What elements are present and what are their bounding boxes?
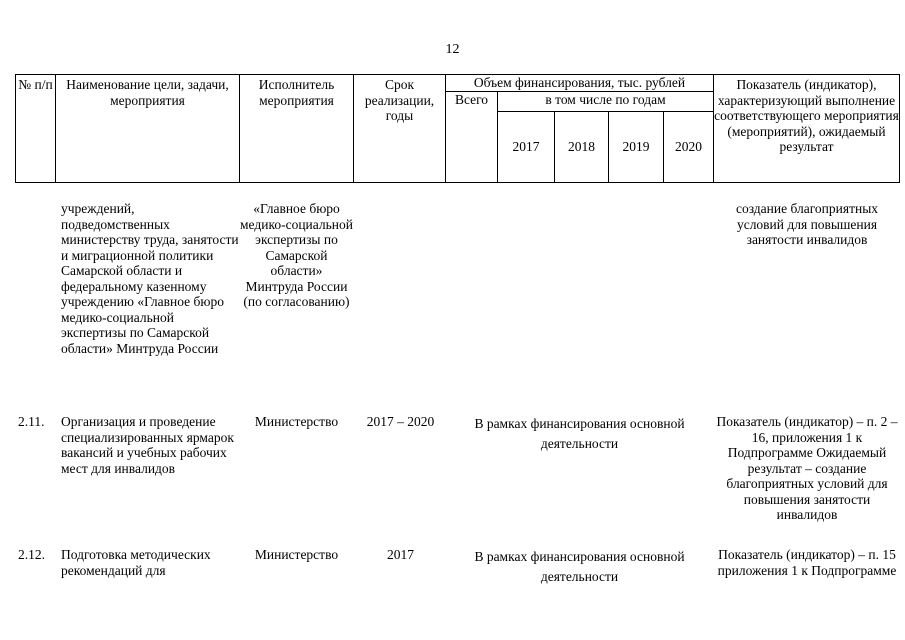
row-name: Организация и проведение специализированных ярмарок вакансий и учебных рабочих мест для инвалидов <box>61 414 234 476</box>
header-year: 2017 <box>498 111 555 182</box>
row-executor: Министерство <box>254 414 339 429</box>
row-financing: В рамках финансирования основной деятельности <box>474 549 685 584</box>
row-indicator: Показатель (индикатор) – п. 2 – 16, приложения 1 к Подпрограмме Ожидаемый результат – создание благоприятных условий для повышения занятости инвалидов <box>716 414 898 522</box>
header-year: 2018 <box>555 111 609 182</box>
row-executor: «Главное бюро медико-социальной экспертизы по Самарской области» Минтруда России (по согласованию) <box>240 201 353 309</box>
row-indicator: Показатель (индикатор) – п. 15 приложения 1 к Подпрограмме <box>717 547 897 578</box>
table-header <box>15 74 900 183</box>
header-financing: Объем финансирования, тыс. рублей <box>446 75 714 92</box>
row-financing: В рамках финансирования основной деятельности <box>474 416 685 451</box>
row-number: 2.11. <box>18 414 45 429</box>
row-term: 2017 – 2020 <box>366 414 435 429</box>
header-by-years: в том числе по годам <box>498 91 714 111</box>
row-name: учреждений, подведомственных министерству труда, занятости и миграционной политики Самарской области и федеральному казенному учреждению «Главное бюро медико-социальной экспертизы по Самарской области» Минтруда России <box>61 201 239 356</box>
header-term: Срок реализации, годы <box>354 75 446 183</box>
header-executor: Исполнитель мероприятия <box>240 75 354 183</box>
row-executor: Министерство <box>254 547 339 562</box>
header-year: 2019 <box>609 111 664 182</box>
page-number: 12 <box>445 42 460 57</box>
header-name: Наименование цели, задачи, мероприятия <box>56 75 240 183</box>
row-indicator: создание благоприятных условий для повышения занятости инвалидов <box>735 201 879 247</box>
header-number: № п/п <box>16 75 56 183</box>
header-total: Всего <box>446 91 498 182</box>
header-year: 2020 <box>664 111 714 182</box>
row-term: 2017 <box>387 547 414 562</box>
header-indicator: Показатель (индикатор), характеризующий выполнение соответствующего мероприятия (мероприятий), ожидаемый результат <box>714 75 900 183</box>
row-name: Подготовка методических рекомендаций для <box>61 547 211 578</box>
row-number: 2.12. <box>18 547 45 562</box>
